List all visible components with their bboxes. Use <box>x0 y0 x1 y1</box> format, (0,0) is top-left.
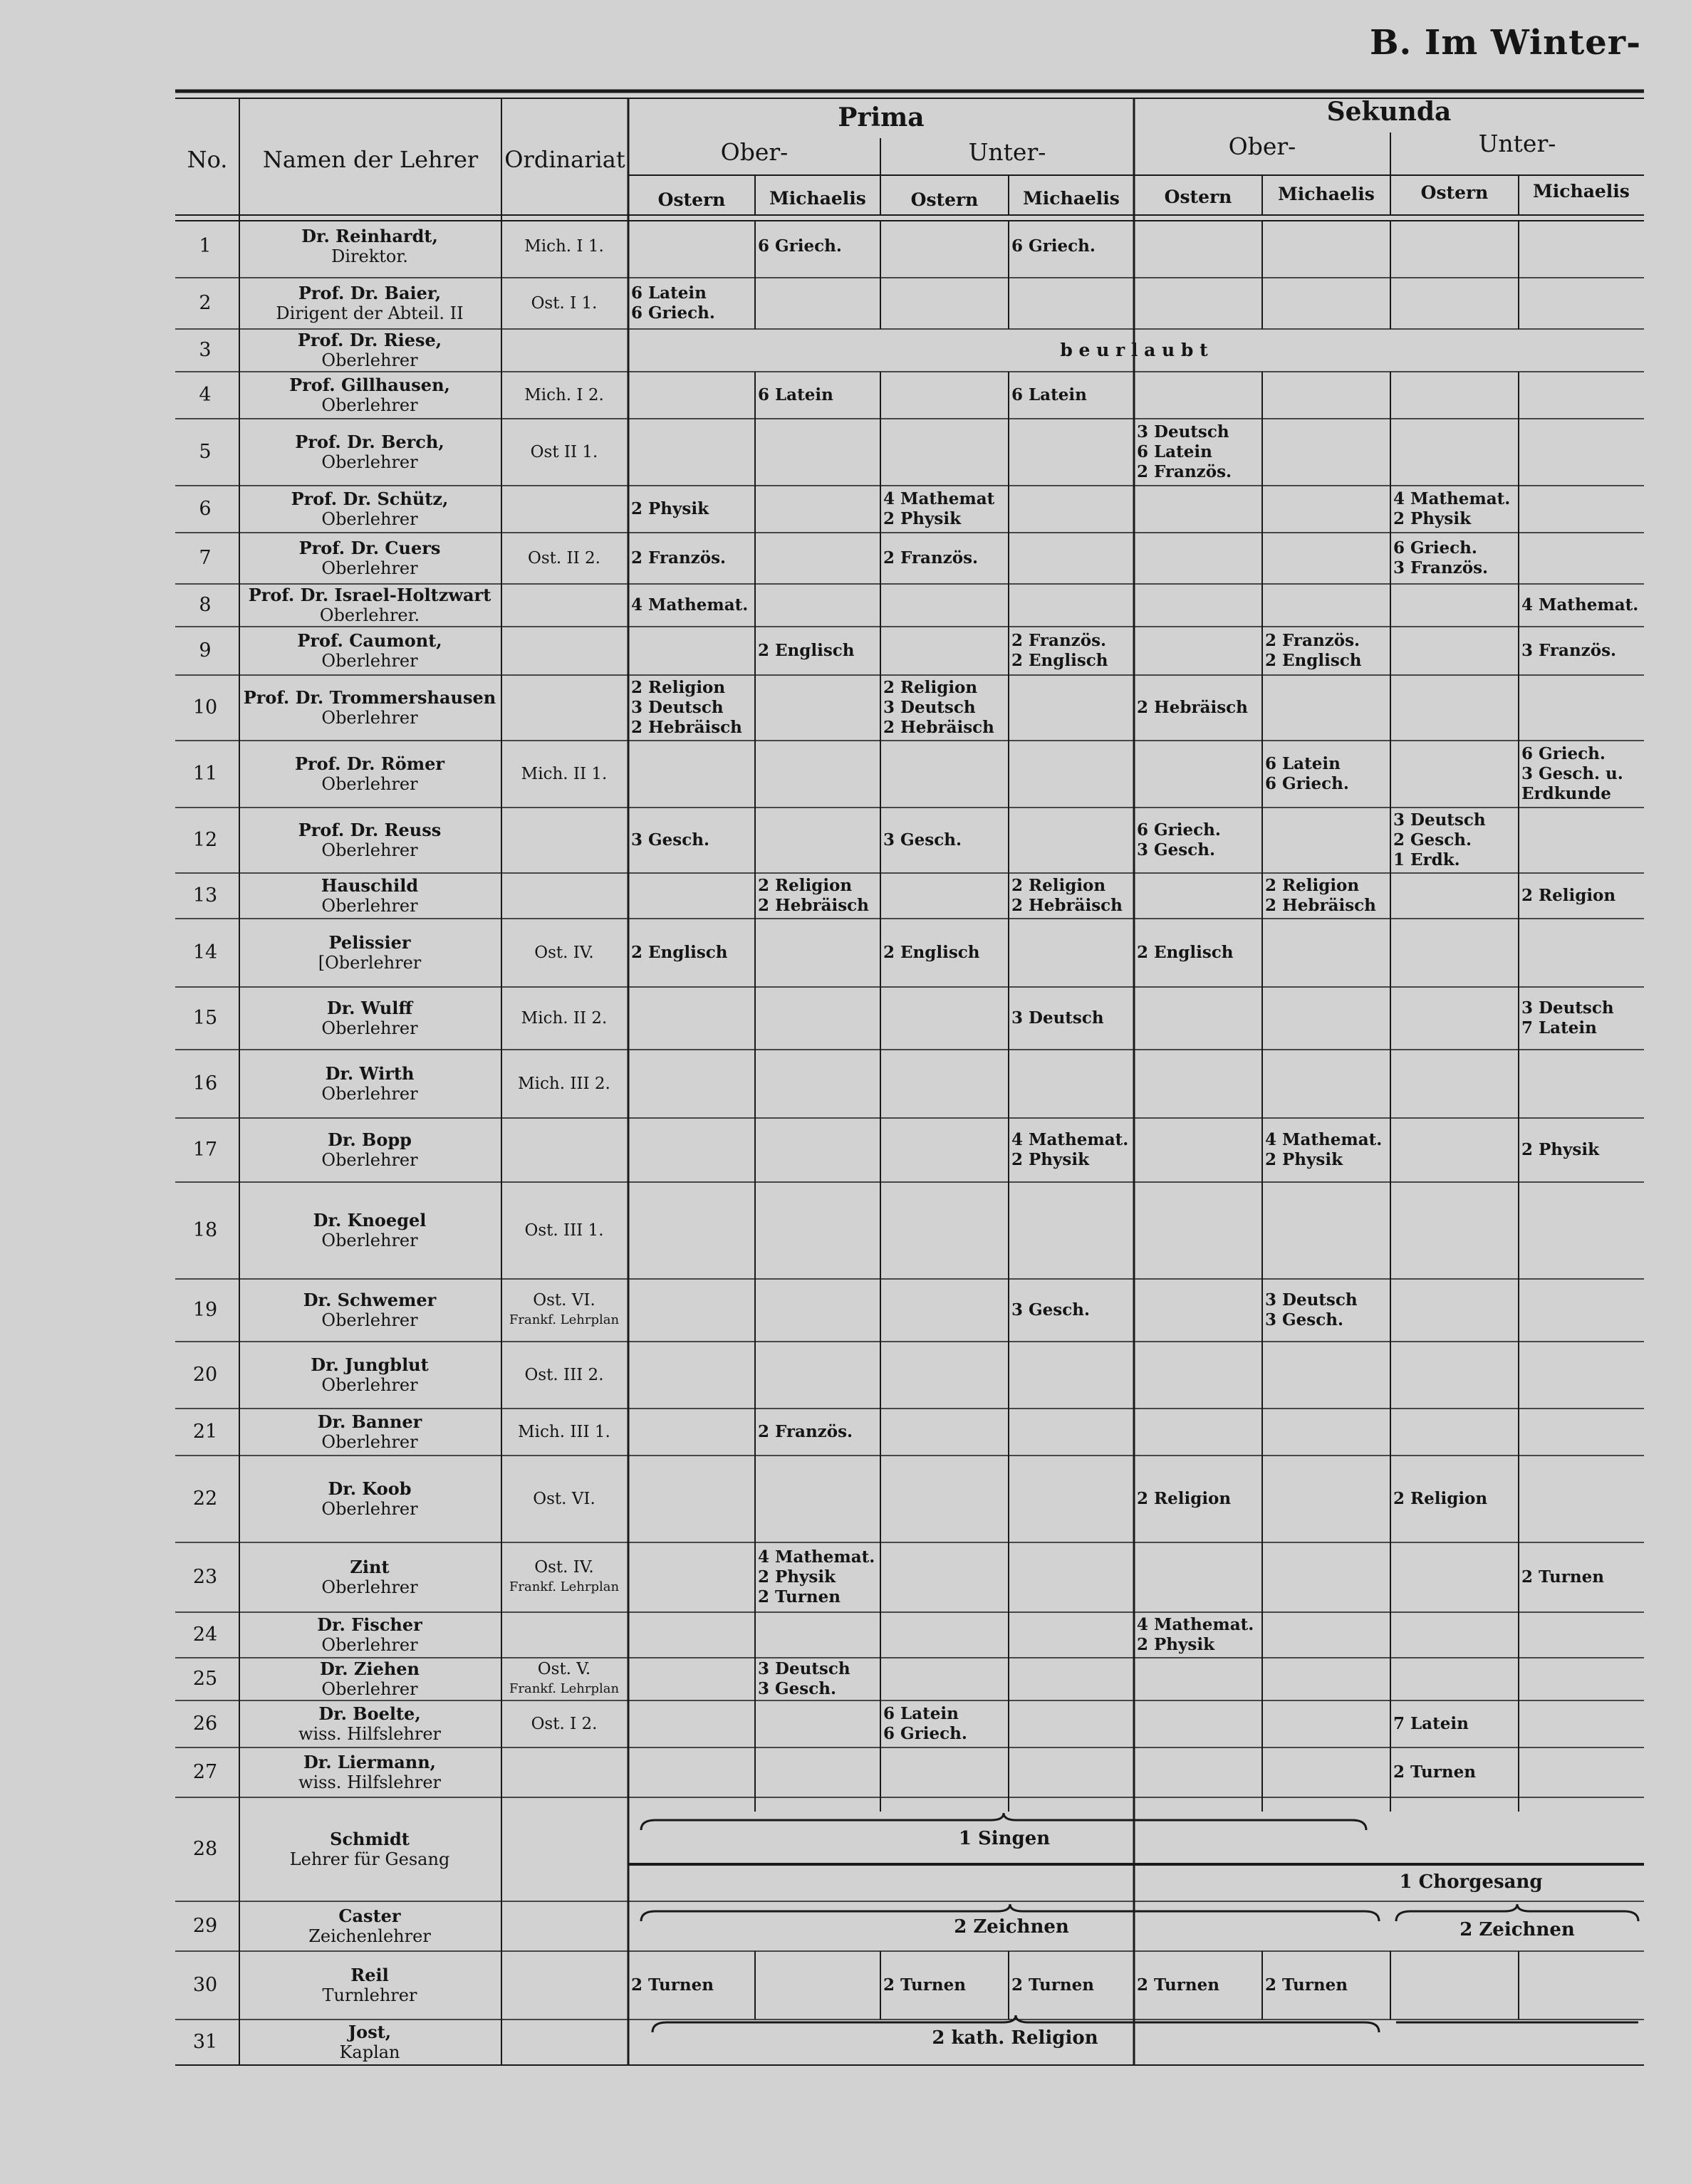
lesson-cell: 3 Gesch. <box>631 830 709 850</box>
ordinariat-value: Ost. III 1. <box>524 1221 604 1240</box>
lesson-cell: 6 Griech. <box>1011 236 1096 256</box>
row-number: 12 <box>192 829 218 851</box>
lesson-cell: 4 Mathemat. 2 Physik <box>1137 1615 1254 1654</box>
row-number: 9 <box>199 639 212 662</box>
ordinariat-value: Mich. I 1. <box>524 237 604 256</box>
header-names: Namen der Lehrer <box>262 146 479 173</box>
row-number: 7 <box>199 547 212 569</box>
header-prima: Prima <box>838 103 925 132</box>
teacher-name: Prof. Dr. Reuss <box>298 820 442 840</box>
teacher-title: Dirigent der Abteil. II <box>276 303 464 323</box>
teacher-name: Prof. Dr. Israel-Holtzwart <box>248 585 491 605</box>
teacher-title: Oberlehrer <box>321 1635 418 1655</box>
teacher-name: Prof. Dr. Riese, <box>297 330 442 350</box>
teacher-title: Zeichenlehrer <box>308 1926 431 1946</box>
lesson-cell: 2 Englisch <box>631 943 728 962</box>
lesson-cell: 2 Physik <box>1521 1140 1600 1159</box>
teacher-name: Dr. Jungblut <box>311 1354 429 1375</box>
row-span-text: b e u r l a u b t <box>1060 340 1208 360</box>
lesson-cell: 6 Latein 6 Griech. <box>883 1704 967 1743</box>
row-number: 10 <box>192 696 218 719</box>
lesson-cell: 4 Mathemat. 2 Physik <box>1393 489 1511 528</box>
lesson-cell: 3 Deutsch 3 Gesch. <box>758 1659 850 1698</box>
ordinariat-value: Ost. V. <box>537 1660 591 1678</box>
lesson-cell: 3 Gesch. <box>883 830 962 850</box>
row-number: 29 <box>192 1915 218 1937</box>
ordinariat-value: Mich. II 2. <box>521 1009 608 1028</box>
lesson-cell: 2 Religion 2 Hebräisch <box>1011 876 1123 915</box>
teacher-title: Oberlehrer <box>321 708 418 728</box>
teacher-title: Oberlehrer <box>321 558 418 578</box>
row-number: 26 <box>192 1713 218 1735</box>
teacher-title: Oberlehrer <box>321 1375 418 1395</box>
teacher-title: Oberlehrer <box>321 1231 418 1250</box>
teacher-name: Dr. Ziehen <box>319 1658 420 1679</box>
lesson-cell: 2 Religion 3 Deutsch 2 Hebräisch <box>883 678 994 737</box>
row-number: 13 <box>192 884 218 906</box>
teacher-title: Oberlehrer <box>321 509 418 529</box>
lesson-cell: 7 Latein <box>1393 1714 1469 1733</box>
lesson-cell: 4 Mathemat. 2 Physik <box>1011 1130 1129 1169</box>
ordinariat-value: Ost. I 1. <box>531 294 598 313</box>
ordinariat-value: Frankf. Lehrplan <box>509 1579 620 1594</box>
teacher-title: Kaplan <box>339 2042 400 2062</box>
span-zeichnen-right: 2 Zeichnen <box>1460 1919 1575 1940</box>
row-number: 21 <box>192 1421 218 1443</box>
lesson-cell: 2 Religion 2 Hebräisch <box>758 876 869 915</box>
ordinariat-value: Ost. IV. <box>534 944 594 962</box>
ordinariat-value: Mich. I 2. <box>524 386 604 404</box>
row-number: 17 <box>192 1139 218 1161</box>
lesson-cell: 4 Mathemat. <box>631 595 749 615</box>
teacher-title: [Oberlehrer <box>318 953 422 973</box>
row-number: 30 <box>192 1974 218 1996</box>
header-sekunda-unter: Unter- <box>1478 130 1556 157</box>
header-sekunda-ober-michaelis: Michaelis <box>1278 184 1375 204</box>
teacher-name: Prof. Dr. Römer <box>294 753 445 774</box>
header-sekunda-unter-ostern: Ostern <box>1420 182 1489 203</box>
header-ordinariat: Ordinariat <box>504 146 625 173</box>
ordinariat-value: Frankf. Lehrplan <box>509 1681 620 1696</box>
ordinariat-value: Ost. II 2. <box>528 549 600 568</box>
lesson-cell: 3 Deutsch <box>1011 1008 1104 1028</box>
header-sekunda-ober-ostern: Ostern <box>1164 187 1232 207</box>
teacher-title: Oberlehrer <box>321 350 418 370</box>
lesson-cell: 3 Gesch. <box>1011 1300 1090 1320</box>
teacher-title: Oberlehrer <box>321 1679 418 1699</box>
lesson-cell: 6 Griech. 3 Gesch. u. Erdkunde <box>1521 744 1623 803</box>
lesson-cell: 2 Religion <box>1393 1489 1488 1508</box>
row-number: 16 <box>192 1072 218 1094</box>
row-number: 11 <box>192 763 218 785</box>
lesson-cell: 4 Mathemat 2 Physik <box>883 489 995 528</box>
lesson-cell: 2 Französ. <box>883 548 979 568</box>
teacher-title: Oberlehrer <box>321 840 418 860</box>
teacher-name: Caster <box>338 1906 401 1926</box>
header-prima-ober-ostern: Ostern <box>657 189 726 210</box>
teacher-name: Dr. Banner <box>317 1411 422 1432</box>
teacher-name: Prof. Dr. Trommershausen <box>243 687 496 708</box>
header-prima-unter-ostern: Ostern <box>910 189 979 210</box>
header-sekunda-ober: Ober- <box>1228 132 1296 160</box>
lesson-cell: 2 Turnen <box>631 1975 714 1995</box>
ordinariat-value: Ost. III 2. <box>524 1366 604 1384</box>
lesson-cell: 6 Griech. <box>758 236 842 256</box>
lesson-cell: 6 Latein 6 Griech. <box>631 283 715 323</box>
span-zeichnen-left: 2 Zeichnen <box>954 1916 1069 1938</box>
teacher-name: Schmidt <box>330 1829 410 1849</box>
header-prima-unter-michaelis: Michaelis <box>1023 188 1120 209</box>
row-number: 1 <box>199 235 212 257</box>
row-number: 20 <box>192 1364 218 1386</box>
header-prima-ober-michaelis: Michaelis <box>769 188 866 209</box>
teacher-name: Jost, <box>348 2022 392 2042</box>
teacher-title: Turnlehrer <box>322 1985 417 2005</box>
ordinariat-value: Mich. III 1. <box>518 1423 610 1441</box>
row-number: 2 <box>199 292 212 314</box>
lesson-cell: 3 Deutsch 3 Gesch. <box>1265 1290 1358 1329</box>
teacher-title: Oberlehrer <box>321 774 418 794</box>
teacher-title: Oberlehrer <box>321 1018 418 1038</box>
row-number: 5 <box>199 441 212 463</box>
ordinariat-value: Ost. IV. <box>534 1558 594 1577</box>
lesson-cell: 6 Latein <box>758 385 833 404</box>
lesson-cell: 2 Religion <box>1137 1489 1232 1508</box>
teacher-title: Oberlehrer <box>321 452 418 472</box>
ordinariat-value: Frankf. Lehrplan <box>509 1312 620 1327</box>
lesson-cell: 2 Religion 2 Hebräisch <box>1265 876 1376 915</box>
teacher-name: Prof. Dr. Baier, <box>298 283 442 303</box>
header-prima-unter: Unter- <box>968 138 1046 166</box>
lesson-cell: 3 Französ. <box>1521 641 1617 660</box>
ordinariat-value: Ost. I 2. <box>531 1715 598 1733</box>
teacher-title: Oberlehrer <box>321 1084 418 1104</box>
header-no: No. <box>187 146 228 173</box>
teacher-name: Dr. Bopp <box>328 1129 412 1150</box>
teacher-title: Oberlehrer <box>321 1432 418 1452</box>
teacher-title: wiss. Hilfslehrer <box>298 1772 442 1792</box>
lesson-cell: 2 Turnen <box>1137 1975 1219 1995</box>
lesson-cell: 3 Deutsch 2 Gesch. 1 Erdk. <box>1393 810 1486 869</box>
lesson-cell: 2 Französ. <box>631 548 727 568</box>
lesson-cell: 2 Religion 3 Deutsch 2 Hebräisch <box>631 678 742 737</box>
header-sekunda: Sekunda <box>1326 97 1452 127</box>
ordinariat-value: Mich. III 2. <box>518 1075 610 1093</box>
span-chorgesang: 1 Chorgesang <box>1399 1871 1543 1893</box>
lesson-cell: 6 Latein 6 Griech. <box>1265 754 1349 793</box>
teacher-title: Oberlehrer <box>321 896 418 916</box>
lesson-cell: 2 Turnen <box>1521 1567 1604 1587</box>
lesson-cell: 2 Religion <box>1521 886 1616 905</box>
teacher-name: Reil <box>350 1965 389 1985</box>
teacher-name: Pelissier <box>328 932 411 953</box>
lesson-cell: 6 Latein <box>1011 385 1087 404</box>
lesson-cell: 2 Turnen <box>1393 1762 1476 1782</box>
lesson-cell: 4 Mathemat. <box>1521 595 1639 615</box>
teacher-name: Dr. Schwemer <box>303 1290 437 1310</box>
teacher-name: Prof. Caumont, <box>297 630 442 651</box>
lesson-cell: 2 Turnen <box>1011 1975 1094 1995</box>
row-number: 28 <box>192 1838 218 1860</box>
teacher-name: Hauschild <box>321 875 419 896</box>
teacher-name: Dr. Fischer <box>317 1614 422 1635</box>
span-kath-religion: 2 kath. Religion <box>932 2027 1098 2049</box>
teacher-title: Lehrer für Gesang <box>289 1849 450 1869</box>
ordinariat-value: Ost. VI. <box>533 1291 595 1310</box>
lesson-cell: 4 Mathemat. 2 Physik 2 Turnen <box>758 1547 875 1606</box>
teacher-name: Dr. Wulff <box>326 998 413 1018</box>
lesson-cell: 2 Physik <box>631 499 709 518</box>
header-sekunda-unter-michaelis: Michaelis <box>1533 181 1630 202</box>
lesson-cell: 2 Französ. 2 Englisch <box>1011 631 1108 670</box>
row-number: 15 <box>192 1007 218 1029</box>
row-number: 27 <box>192 1761 218 1783</box>
row-number: 6 <box>199 498 212 520</box>
teacher-name: Dr. Knoegel <box>313 1210 427 1231</box>
teacher-name: Dr. Wirth <box>325 1063 415 1084</box>
teacher-name: Dr. Boelte, <box>318 1703 421 1724</box>
teacher-name: Dr. Liermann, <box>303 1752 437 1772</box>
teacher-title: Oberlehrer. <box>319 605 420 625</box>
teacher-name: Zint <box>350 1557 390 1577</box>
page-title: B. Im Winter- <box>1369 23 1641 63</box>
lesson-cell: 2 Französ. <box>758 1422 853 1441</box>
lesson-cell: 2 Hebräisch <box>1137 698 1248 717</box>
lesson-cell: 3 Deutsch 6 Latein 2 Französ. <box>1137 422 1232 481</box>
teacher-name: Dr. Reinhardt, <box>301 226 438 246</box>
teacher-name: Prof. Dr. Berch, <box>295 432 444 452</box>
row-number: 22 <box>192 1488 218 1510</box>
lesson-cell: 6 Griech. 3 Gesch. <box>1137 820 1221 860</box>
lesson-cell: 2 Turnen <box>1265 1975 1348 1995</box>
teacher-title: Oberlehrer <box>321 1150 418 1170</box>
lesson-cell: 4 Mathemat. 2 Physik <box>1265 1130 1383 1169</box>
lesson-cell: 2 Französ. 2 Englisch <box>1265 631 1362 670</box>
teacher-name: Prof. Dr. Cuers <box>298 538 441 558</box>
header-prima-ober: Ober- <box>720 138 789 166</box>
span-singen: 1 Singen <box>958 1828 1051 1849</box>
row-number: 14 <box>192 941 218 963</box>
row-number: 25 <box>192 1668 218 1690</box>
teacher-title: Oberlehrer <box>321 651 418 671</box>
lesson-cell: 2 Englisch <box>883 943 980 962</box>
teacher-name: Prof. Dr. Schütz, <box>291 488 449 509</box>
lesson-cell: 2 Englisch <box>1137 943 1234 962</box>
row-number: 24 <box>192 1624 218 1646</box>
row-number: 31 <box>192 2031 218 2053</box>
teacher-title: Direktor. <box>331 246 408 266</box>
lesson-cell: 2 Englisch <box>758 641 855 660</box>
row-number: 19 <box>192 1299 218 1321</box>
row-number: 4 <box>199 384 212 406</box>
teacher-title: Oberlehrer <box>321 395 418 415</box>
teacher-title: wiss. Hilfslehrer <box>298 1724 442 1744</box>
lesson-cell: 2 Turnen <box>883 1975 966 1995</box>
teacher-name: Prof. Gillhausen, <box>289 375 450 395</box>
teacher-title: Oberlehrer <box>321 1310 418 1330</box>
row-number: 23 <box>192 1566 218 1588</box>
row-number: 3 <box>199 339 212 361</box>
teacher-title: Oberlehrer <box>321 1499 418 1519</box>
teacher-title: Oberlehrer <box>321 1577 418 1597</box>
ordinariat-value: Ost II 1. <box>530 443 598 461</box>
lesson-cell: 3 Deutsch 7 Latein <box>1521 998 1614 1038</box>
lesson-cell: 6 Griech. 3 Französ. <box>1393 538 1489 578</box>
row-number: 18 <box>192 1219 218 1241</box>
ordinariat-value: Ost. VI. <box>533 1490 595 1508</box>
ordinariat-value: Mich. II 1. <box>521 765 608 783</box>
row-number: 8 <box>199 594 212 616</box>
teacher-name: Dr. Koob <box>328 1478 412 1499</box>
